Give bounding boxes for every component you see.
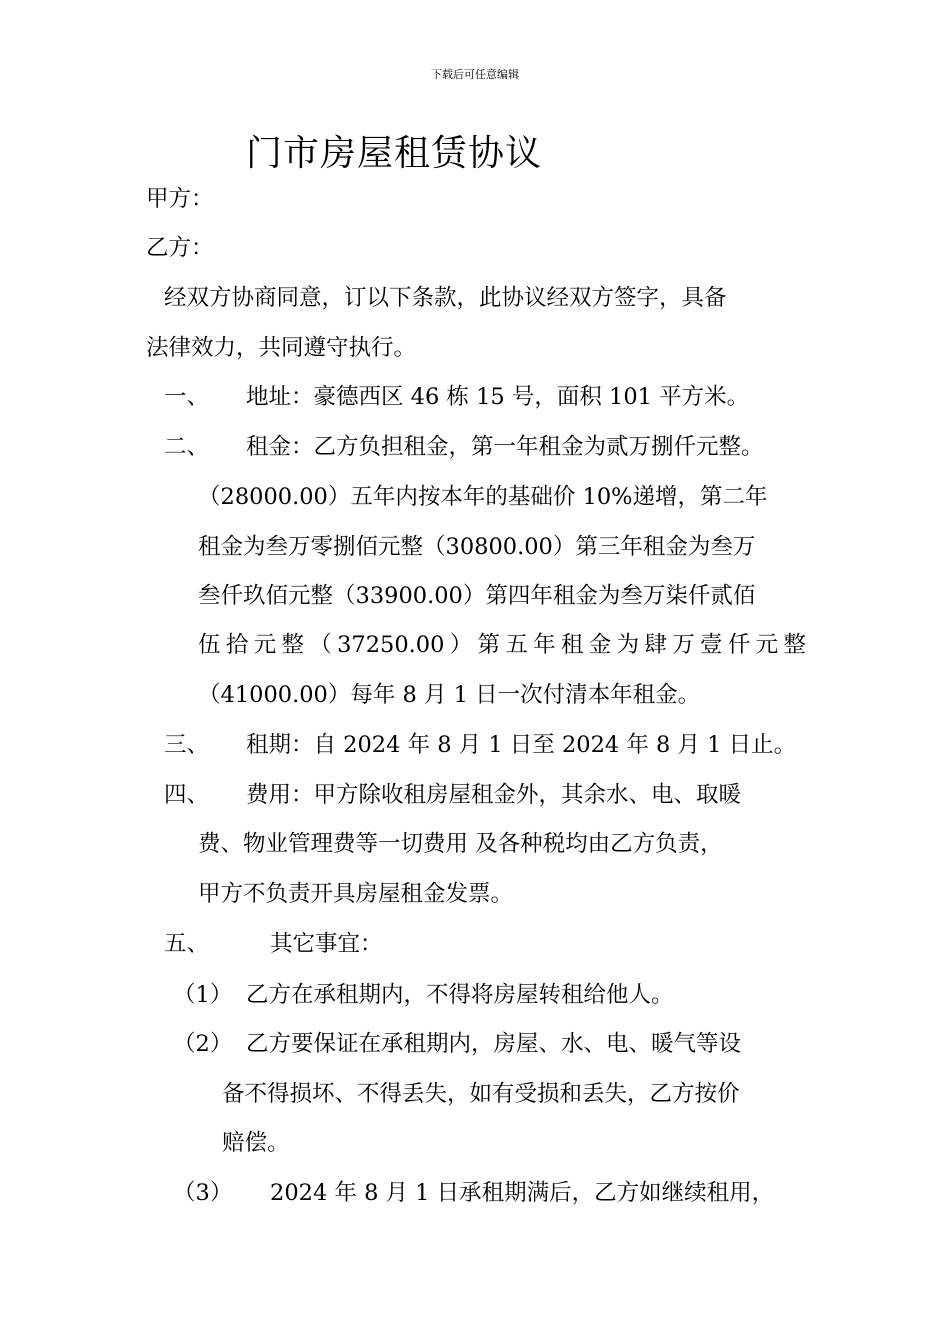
party-a-label: 甲方： [146, 186, 214, 212]
item-number: （1） [173, 982, 233, 1008]
clause-text: 伍拾元整（37250.00）第五年租金为肆万壹仟元整 [198, 632, 806, 658]
item-number: （2） [173, 1031, 233, 1057]
intro-line: 法律效力，共同遵守执行。 [146, 335, 417, 361]
item-text: 2024 年 8 月 1 日承租期满后，乙方如继续租用， [270, 1180, 775, 1206]
clause-text: 租金：乙方负担租金，第一年租金为贰万捌仟元整。 [246, 434, 764, 460]
item-text: 乙方要保证在承租期内，房屋、水、电、暖气等设 [246, 1031, 742, 1057]
clause-text: （28000.00）五年内按本年的基础价 10%递增，第二年 [198, 484, 768, 510]
clause-text: 叁仟玖佰元整（33900.00）第四年租金为叁万柒仟贰佰 [198, 583, 756, 609]
document-title: 门市房屋租赁协议 [246, 133, 543, 174]
clause-text: （41000.00）每年 8 月 1 日一次付清本年租金。 [198, 682, 701, 708]
item-text: 赔偿。 [222, 1130, 290, 1156]
clause-text: 其它事宜： [270, 931, 383, 957]
clause-number: 一、 [164, 384, 210, 410]
clause-text: 费用：甲方除收租房屋租金外，其余水、电、取暖 [246, 782, 742, 808]
clause-text: 甲方不负责开具房屋租金发票。 [198, 881, 514, 907]
clause-number: 五、 [164, 931, 210, 957]
clause-text: 租金为叁万零捌佰元整（30800.00）第三年租金为叁万 [198, 534, 756, 560]
clause-text: 费、物业管理费等一切费用 及各种税均由乙方负责， [198, 831, 723, 857]
item-text: 备不得损坏、不得丢失，如有受损和丢失，乙方按价 [222, 1081, 740, 1107]
item-text: 乙方在承租期内，不得将房屋转租给他人。 [246, 982, 674, 1008]
clause-number: 三、 [164, 732, 210, 758]
item-number: （3） [173, 1180, 233, 1206]
party-b-label: 乙方： [146, 235, 214, 261]
clause-number: 二、 [164, 434, 210, 460]
clause-number: 四、 [164, 782, 210, 808]
header-note: 下载后可任意编辑 [431, 68, 519, 81]
clause-text: 地址：豪德西区 46 栋 15 号，面积 101 平方米。 [246, 384, 750, 410]
intro-line: 经双方协商同意，订以下条款，此协议经双方签字，具备 [164, 285, 727, 311]
clause-text: 租期：自 2024 年 8 月 1 日至 2024 年 8 月 1 日止。 [246, 732, 797, 758]
